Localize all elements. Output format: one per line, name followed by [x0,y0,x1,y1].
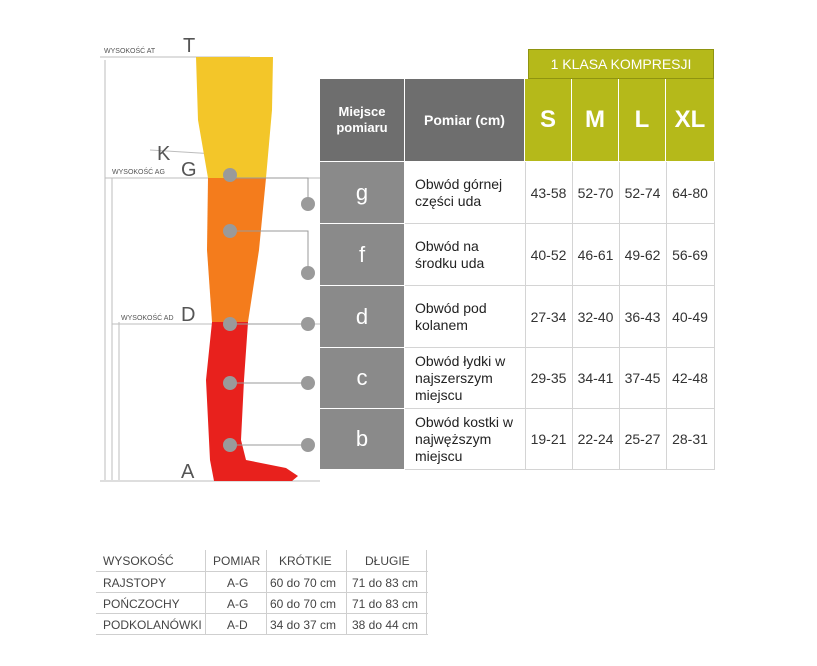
row-desc: Obwód na środku uda [415,237,485,271]
row-value: 25-27 [624,431,661,447]
leg-calf-region [206,322,298,481]
height-row-name: RAJSTOPY [103,576,167,590]
height-row-cell: A-D [227,618,248,632]
height-at-label: WYSOKOŚĆ AT [104,48,156,55]
row-desc: Obwód kostki w najwęższym miejscu [415,413,514,464]
table-divider [405,469,715,470]
leg-thigh-top-region [196,57,273,178]
row-letter: c [320,348,404,408]
table-divider [320,347,404,348]
row-value: 32-40 [577,308,614,325]
table-divider [405,408,715,409]
table-divider [405,347,715,348]
row-value: 22-24 [577,431,614,447]
header-place: Miejsce pomiaru [320,79,404,161]
row-letter: d [320,286,404,347]
height-row-cell: 34 do 37 cm [270,618,337,632]
row-letter: f [320,224,404,285]
height-table-divider [96,592,428,593]
height-row-cell: 71 do 83 cm [352,576,419,590]
table-divider [619,162,620,469]
height-ad-label: WYSOKOŚĆ AD [121,315,174,322]
height-ag-label: WYSOKOŚĆ AG [112,169,165,176]
compression-class-banner: 1 KLASA KOMPRESJI [528,49,714,79]
row-value: 19-21 [530,431,567,447]
table-divider [714,162,715,469]
table-divider [405,223,715,224]
row-value: 40-52 [530,246,567,263]
row-value: 27-34 [530,308,567,325]
size-l: L [619,79,665,161]
height-table-divider [96,571,428,572]
row-value: 28-31 [672,431,708,447]
row-value: 52-70 [577,184,614,201]
size-xl: XL [666,79,714,161]
height-row-cell: 38 do 44 cm [352,618,419,632]
height-header: KRÓTKIE [279,554,332,568]
row-value: 46-61 [577,246,614,263]
row-value: 49-62 [624,246,661,263]
row-value: 52-74 [624,184,661,201]
size-s: S [525,79,571,161]
table-divider [525,162,526,469]
row-value: 43-58 [530,184,567,201]
row-desc: Obwód górnej części uda [415,175,503,209]
height-row-cell: 71 do 83 cm [352,597,419,611]
header-measure: Pomiar (cm) [405,79,524,161]
point-k-label: K [157,143,171,165]
height-table-divider [96,634,428,635]
table-divider [572,162,573,469]
table-divider [320,223,404,224]
row-value: 37-45 [624,370,661,386]
table-divider [320,408,404,409]
height-row-cell: A-G [227,597,249,611]
row-value: 34-41 [577,370,614,386]
point-g-label: G [181,159,197,181]
table-divider [320,285,404,286]
row-letter: b [320,409,404,469]
height-header: WYSOKOŚĆ [103,554,174,568]
row-desc: Obwód łydki w najszerszym miejscu [415,352,506,403]
height-header: POMIAR [213,554,261,568]
point-d-label: D [181,304,196,326]
row-value: 29-35 [530,370,567,386]
row-value: 36-43 [624,308,661,325]
size-m: M [572,79,618,161]
row-value: 56-69 [672,246,708,263]
height-row-name: POŃCZOCHY [103,597,180,611]
row-value: 42-48 [672,370,708,386]
point-t-label: T [183,35,196,57]
height-header: DŁUGIE [365,554,410,568]
table-divider [405,285,715,286]
height-row-name: PODKOLANÓWKI [103,618,202,632]
leg-thigh-region [207,178,266,322]
row-desc: Obwód pod kolanem [415,299,487,333]
height-row-cell: 60 do 70 cm [270,597,337,611]
height-table-divider [96,613,428,614]
height-row-cell: 60 do 70 cm [270,576,337,590]
table-divider [666,162,667,469]
row-value: 40-49 [672,308,708,325]
height-row-cell: A-G [227,576,249,590]
row-letter: g [320,162,404,223]
point-a-label: A [181,461,195,483]
row-value: 64-80 [672,184,708,201]
